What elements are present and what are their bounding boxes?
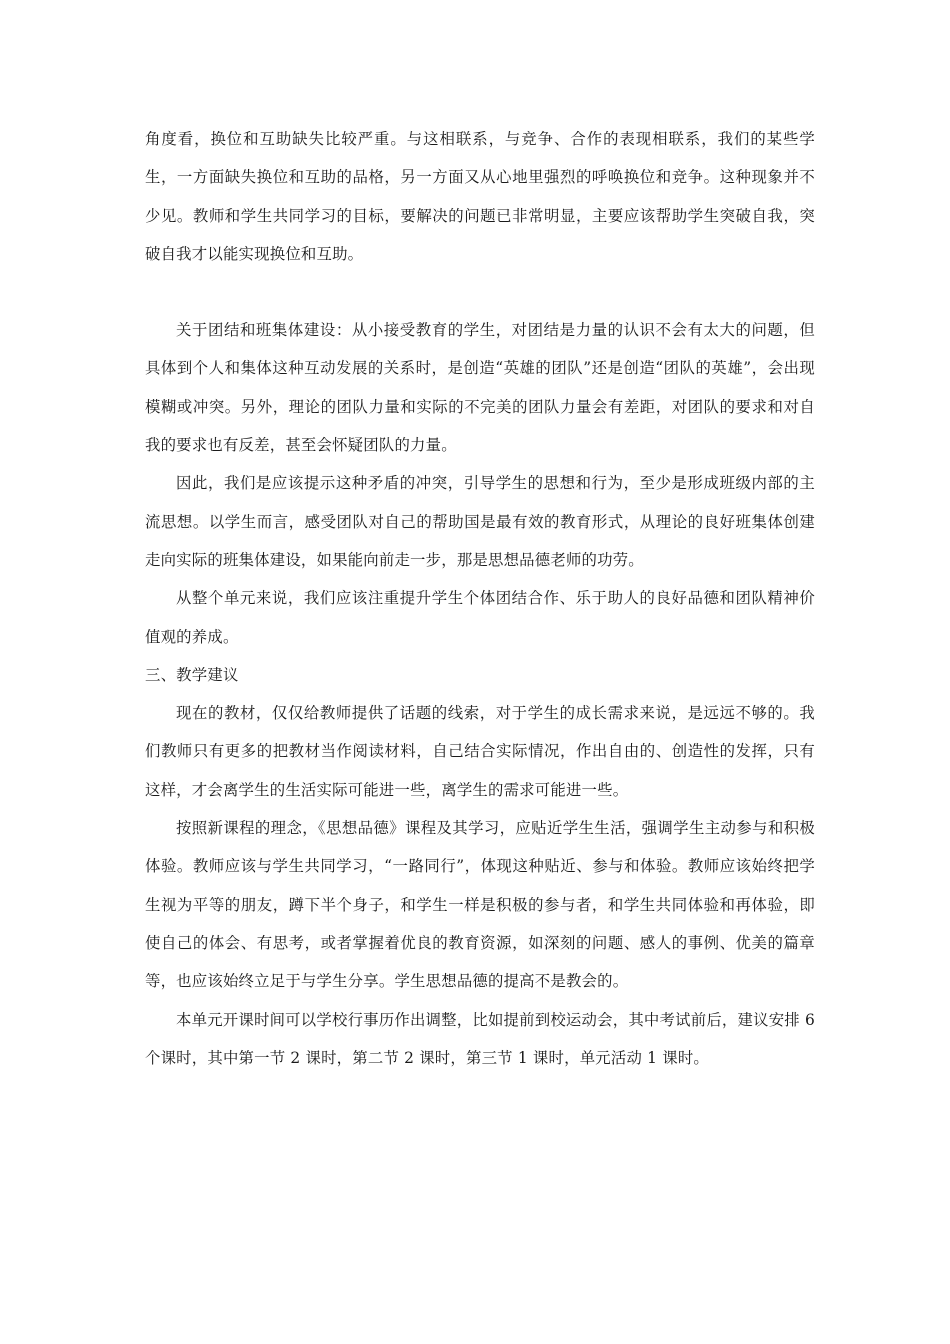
paragraph-new-curriculum: 按照新课程的理念，《思想品德》课程及其学习，应贴近学生生活，强调学生主动参与和积极体验。教师应该与学生共同学习，“一路同行”，体现这种贴近、参与和体验。教师应该始终把学生视为平等的朋友，蹲下半个身子，和学生一样是积极的参与者，和学生共同体验和再体验，即使自己的体会、有思考，或者掌握着优良的教育资源，如深刻的问题、感人的事例、优美的篇章等，也应该始终立足于与学生分享。学生思想品德的提高不是教会的。 — [145, 819, 815, 991]
paragraph-whole-unit: 从整个单元来说，我们应该注重提升学生个体团结合作、乐于助人的良好品德和团队精神价值观的养成。 — [145, 589, 815, 646]
document-page — [145, 120, 815, 1077]
paragraph-class-schedule: 本单元开课时间可以学校行事历作出调整，比如提前到校运动会，其中考试前后，建议安排 6 个课时，其中第一节 2 课时，第二节 2 课时，第三节 1 课时，单元活动 1 课时。 — [145, 1010, 815, 1067]
section-heading-teaching-suggestions: 三、教学建议 — [145, 665, 239, 684]
paragraph-perspective-continuation: 角度看，换位和互助缺失比较严重。与这相联系，与竞争、合作的表现相联系，我们的某些学生，一方面缺失换位和互助的品格，另一方面又从心地里强烈的呼唤换位和竞争。这种现象并不少见。教师和学生共同学习的目标，要解决的问题已非常明显，主要应该帮助学生突破自我，突破自我才以能实现换位和互助。 — [145, 130, 815, 263]
paragraph-unity-and-class-building: 关于团结和班集体建设：从小接受教育的学生，对团结是力量的认识不会有太大的问题，但具体到个人和集体这种互动发展的关系时，是创造“英雄的团队”还是创造“团队的英雄”，会出现模糊或冲突。另外，理论的团队力量和实际的不完美的团队力量会有差距，对团队的要求和对自我的要求也有反差，甚至会怀疑团队的力量。 — [145, 321, 815, 455]
paragraph-therefore: 因此，我们是应该提示这种矛盾的冲突，引导学生的思想和行为，至少是形成班级内部的主流思想。以学生而言，感受团队对自己的帮助国是最有效的教育形式，从理论的良好班集体创建走向实际的班集体建设，如果能向前走一步，那是思想品德老师的功劳。 — [145, 474, 815, 569]
paragraph-current-textbook: 现在的教材，仅仅给教师提供了话题的线索，对于学生的成长需求来说，是远远不够的。我们教师只有更多的把教材当作阅读材料，自己结合实际情况，作出自由的、创造性的发挥，只有这样，才会离学生的生活实际可能进一些，离学生的需求可能进一些。 — [145, 704, 815, 799]
